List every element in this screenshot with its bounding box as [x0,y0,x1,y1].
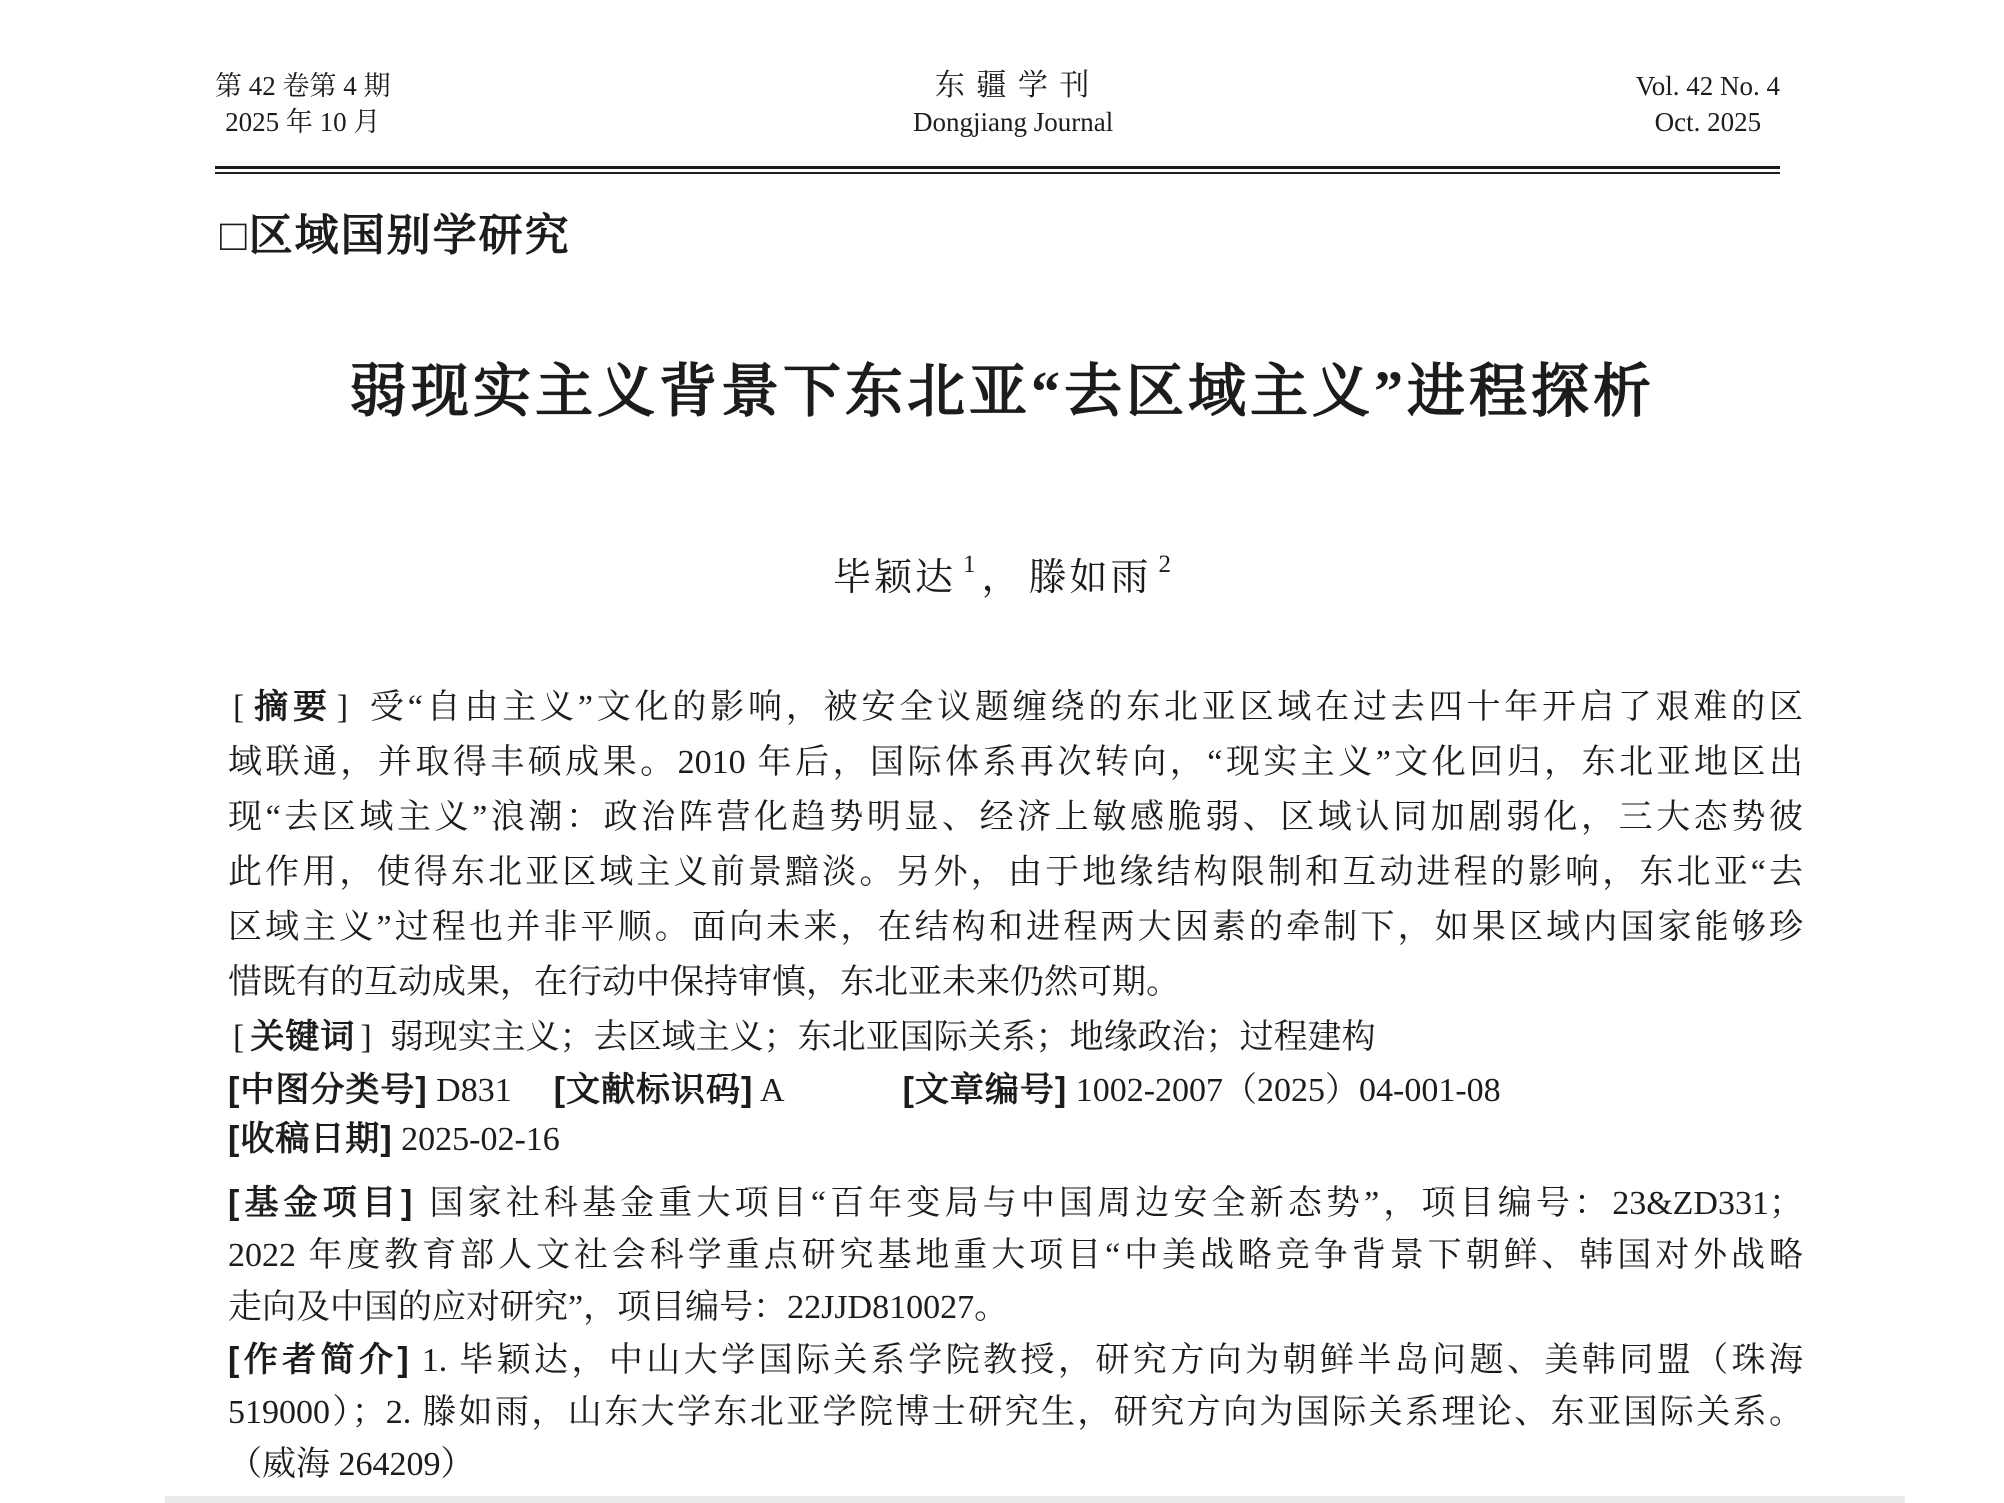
article-title: 弱现实主义背景下东北亚“去区域主义”进程探析 [348,359,1655,424]
journal-header [215,68,1780,140]
abstract-line: 域联通，并取得丰硕成果。2010 年后，国际体系再次转向，“现实主义”文化回归，东北亚地区出 [228,744,1803,781]
page-bottom-rule [165,1496,1905,1503]
doc-code-label: [文献标识码] [553,1071,754,1109]
issue-date-en: Oct. 2025 [1654,107,1762,137]
author-bio-line: （威海 264209） [228,1446,475,1483]
abstract-line: 惜既有的互动成果，在行动中保持审慎，东北亚未来仍然可期。 [228,964,1180,1001]
keywords-label: [ 关键词 ] [228,1018,378,1056]
abstract-bracket-open: [ [233,689,246,726]
keywords-bracket-open: [ [233,1019,246,1056]
clc-value: D831 [436,1072,512,1109]
clc-label: [中图分类号] [228,1071,428,1109]
journal-name-en: Dongjiang Journal [912,107,1114,137]
author-bio-line: 519000）；2. 滕如雨，山东大学东北亚学院博士研究生，研究方向为国际关系理论、东亚国际关系。 [228,1394,1803,1431]
journal-name-cn: 东 疆 学 刊 [934,69,1092,102]
author-1-superscript: 1 [962,551,976,578]
issue-date-cn: 2025 年 10 月 [225,107,381,137]
abstract-text: 受“自由主义”文化的影响，被安全议题缠绕的东北亚区域在过去四十年开启了艰难的区 [366,689,1804,726]
section-header [220,210,571,262]
issue-volume-en: Vol. 42 No. 4 [1635,71,1780,101]
keywords-line [228,1010,1803,1065]
header-issue-cn [215,68,391,140]
section-marker-square: □ [220,211,249,260]
received-date-line [228,1116,1803,1163]
author-bio-text: 1. 毕颖达，中山大学国际关系学院教授，研究方向为朝鲜半岛问题、美韩同盟（珠海 [421,1342,1803,1379]
header-double-rule [215,166,1780,174]
classification-line [228,1065,1803,1116]
abstract-line [228,680,1803,735]
issue-volume-cn: 第 42 卷第 4 期 [215,71,391,101]
author-line [160,538,1844,605]
author-2-superscript: 2 [1158,551,1172,578]
author-1-name: 毕颖达 [832,557,956,599]
fund-line: 2022 年度教育部人文社会科学重点研究基地重大项目“中美战略竞争背景下朝鲜、韩国对外战略 [228,1237,1803,1274]
abstract-line: 区域主义”过程也并非平顺。面向未来，在结构和进程两大因素的牵制下，如果区域内国家能够珍 [228,909,1803,946]
front-matter [228,680,1803,1491]
fund-line: 走向及中国的应对研究”，项目编号：22JJD810027。 [228,1289,1009,1326]
received-date-label: [收稿日期] [228,1120,393,1158]
doc-code-value: A [760,1072,785,1109]
fund-text: 国家社科基金重大项目“百年变局与中国周边安全新态势”，项目编号：23&ZD331； [425,1185,1803,1222]
keywords-bracket-close: ] [360,1019,373,1056]
abstract-label: [ 摘要 ] [228,688,354,726]
section-title: 区域国别学研究 [248,211,571,260]
received-date-value: 2025-02-16 [401,1121,560,1158]
abstract-bracket-close: ] [336,689,350,726]
author-bio-line [228,1334,1803,1387]
abstract-line: 现“去区域主义”浪潮：政治阵营化趋势明显、经济上敏感脆弱、区域认同加剧弱化，三大态势彼 [228,799,1803,836]
fund-label: [基金项目] [228,1184,414,1222]
author-bio-label: [作者简介] [228,1341,410,1379]
article-id-label: [文章编号] [902,1071,1068,1109]
abstract-line: 此作用，使得东北亚区域主义前景黯淡。另外，由于地缘结构限制和互动进程的影响，东北亚“去 [228,854,1803,891]
header-journal-name [913,68,1113,140]
author-separator: ， [981,557,1023,599]
author-2-name: 滕如雨 [1028,557,1152,599]
article-id-value: 1002-2007（2025）04-001-08 [1075,1072,1501,1109]
fund-line [228,1177,1803,1230]
header-issue-en [1636,68,1780,140]
keywords-text: 弱现实主义；去区域主义；东北亚国际关系；地缘政治；过程建构 [389,1019,1376,1056]
